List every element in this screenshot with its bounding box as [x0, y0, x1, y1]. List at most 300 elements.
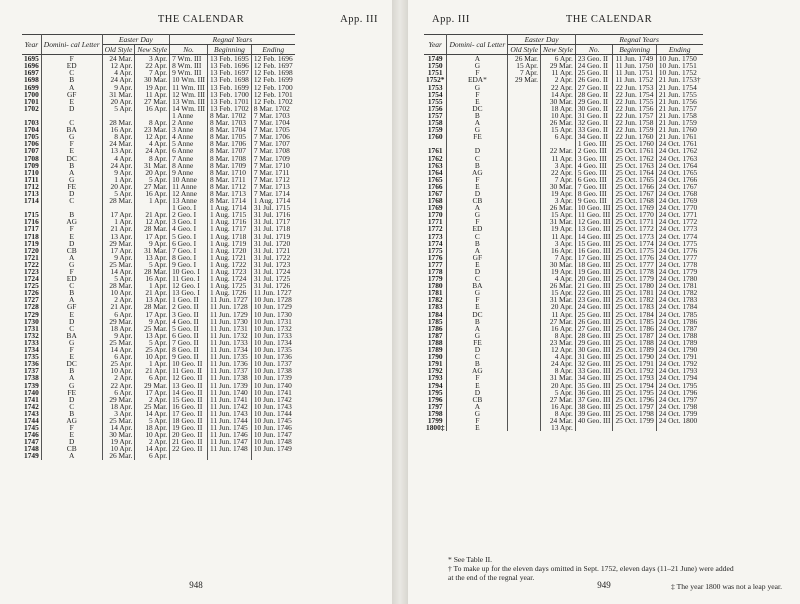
cell-new-style: 11 Apr. [541, 311, 576, 318]
cell-year: 1780 [424, 282, 447, 289]
cell-dominical-letter: D [447, 268, 508, 275]
cell-ending: 7 Mar. 1705 [253, 125, 290, 135]
cell-regnal-no: 8 Geo. III [575, 190, 613, 197]
cell-ending: 7 Mar. 1708 [253, 146, 290, 156]
col-old-style: Old Style [508, 45, 541, 55]
cell-dominical-letter: DC [41, 155, 102, 162]
cell-old-style [508, 84, 541, 91]
cell-regnal-no: 6 Geo. II [170, 332, 208, 339]
cell-year: 1751 [424, 69, 447, 76]
cell-old-style [508, 424, 541, 431]
cell-regnal-no: 17 Geo. III [575, 254, 613, 261]
cell-new-style: 24 Mar. [541, 417, 576, 424]
cell-ending: 24 Oct. 1788 [658, 330, 698, 340]
cell-beginning: 25 Oct. 1760 [613, 140, 656, 147]
cell-beginning: 8 Mar. 1704 [208, 126, 252, 133]
cell-beginning: 8 Mar. 1706 [208, 140, 252, 147]
cell-ending: 24 Oct. 1771 [658, 210, 698, 220]
cell-ending: 10 Jun. 1742 [253, 394, 292, 404]
cell-beginning: 25 Oct. 1769 [613, 204, 656, 211]
cell-beginning: 11 Jun. 1731 [208, 325, 252, 332]
cell-beginning: 25 Oct. 1798 [613, 410, 656, 417]
cell-beginning: 8 Mar. 1710 [208, 169, 252, 176]
cell-old-style [508, 382, 541, 389]
cell-year: 1747 [22, 438, 41, 445]
cell-old-style [508, 155, 541, 162]
cell-regnal-no: 9 Wm. III [170, 69, 208, 76]
cell-regnal-no: 6 Anne [170, 147, 208, 154]
cell-ending: 24 Oct. 1791 [658, 352, 698, 362]
cell-new-style: 2 Apr. [541, 76, 576, 83]
cell-dominical-letter: C [447, 155, 508, 162]
cell-regnal-no: 4 Anne [170, 133, 208, 140]
cell-year: 1793 [424, 374, 447, 381]
cell-new-style: 3 Apr. [541, 162, 576, 169]
cell-year: 1787 [424, 332, 447, 339]
cell-ending: 10 Jun. 1743 [253, 401, 292, 411]
cell-beginning: 11 Jun. 1744 [208, 417, 252, 424]
col-regnal-years: Regnal Years [575, 35, 702, 45]
cell-old-style [508, 162, 541, 169]
cell-dominical-letter: A [447, 204, 508, 211]
cell-beginning: 25 Oct. 1777 [613, 261, 656, 268]
cell-regnal-no: 14 Geo. III [575, 233, 613, 240]
cell-regnal-no: 4 Geo. II [170, 318, 208, 325]
cell-regnal-no: 18 Geo. II [170, 417, 208, 424]
cell-ending: 31 Jul. 1721 [253, 245, 291, 255]
cell-new-style: 26 Mar. [541, 119, 576, 126]
cell-old-style: 17 Apr. [102, 247, 135, 254]
cell-new-style: 17 Apr. [135, 389, 170, 396]
cell-regnal-no: 2 Geo. II [170, 303, 208, 310]
cell-new-style: 20 Apr. [135, 169, 170, 176]
cell-old-style [508, 218, 541, 225]
cell-dominical-letter: G [447, 289, 508, 296]
col-year: Year [22, 35, 41, 55]
cell-year: 1775 [424, 247, 447, 254]
cell-old-style: 2 Apr. [102, 296, 135, 303]
cell-year: 1757 [424, 112, 447, 119]
cell-beginning: 8 Mar. 1707 [208, 147, 252, 154]
cell-year: 1724 [22, 275, 41, 282]
col-easter-day: Easter Day [102, 35, 170, 45]
cell-old-style: 24 Apr. [102, 162, 135, 169]
cell-regnal-no: 28 Geo. III [575, 332, 613, 339]
right-header-appendix: App. III [432, 14, 470, 25]
cell-year: 1764 [424, 169, 447, 176]
cell-old-style: 18 Apr. [102, 325, 135, 332]
cell-new-style: 13 Apr. [541, 424, 576, 431]
cell-new-style: 27 Mar. [541, 318, 576, 325]
cell-regnal-no: 13 Geo. I [170, 289, 208, 296]
cell-regnal-no: 33 Geo. III [575, 367, 613, 374]
cell-new-style: 5 Apr. [135, 176, 170, 183]
cell-ending: 7 Mar. 1709 [253, 153, 290, 163]
cell-regnal-no: 37 Geo. III [575, 396, 613, 403]
cell-dominical-letter: ED [41, 62, 102, 69]
cell-regnal-no: 16 Geo. III [575, 247, 613, 254]
cell-ending: 7 Mar. 1703 [253, 110, 290, 120]
cell-dominical-letter: G [41, 261, 102, 268]
cell-old-style [508, 346, 541, 353]
cell-year: 1768 [424, 197, 447, 204]
cell-beginning: 11 Jun. 1737 [208, 367, 252, 374]
cell-year: 1708 [22, 155, 41, 162]
cell-dominical-letter: G [41, 176, 102, 183]
cell-new-style: 19 Apr. [541, 225, 576, 232]
cell-new-style: 19 Apr. [541, 190, 576, 197]
cell-ending: 10 Jun. 1740 [253, 380, 292, 390]
cell-ending: 24 Oct. 1789 [658, 337, 698, 347]
cell-year: 1698 [22, 76, 41, 83]
cell-regnal-no: 20 Geo. II [170, 431, 208, 438]
cell-regnal-no: 11 Geo. II [170, 367, 208, 374]
cell-new-style: 16 Apr. [135, 275, 170, 282]
cell-year: 1704 [22, 126, 41, 133]
cell-year: 1699 [22, 84, 41, 91]
cell-new-style: 10 Apr. [135, 353, 170, 360]
cell-ending: 31 Jul. 1723 [253, 259, 291, 269]
col-ending: Ending [251, 45, 294, 55]
cell-ending: 10 Jun. 1749 [253, 444, 292, 454]
cell-ending: 21 Jun. 1757 [658, 103, 697, 113]
cell-ending: 7 Mar. 1711 [253, 167, 290, 177]
cell-regnal-no: 14 Geo. II [170, 389, 208, 396]
cell-old-style: 10 Apr. [102, 289, 135, 296]
cell-new-style: 2 Apr. [135, 438, 170, 445]
cell-old-style [508, 225, 541, 232]
cell-beginning: 11 Jun. 1750 [613, 62, 656, 69]
book-gutter [392, 0, 408, 604]
cell-beginning: 13 Feb. 1701 [208, 98, 252, 105]
cell-dominical-letter: D [447, 147, 508, 154]
cell-dominical-letter: G [447, 62, 508, 69]
cell-beginning: 8 Mar. 1702 [208, 112, 252, 119]
cell-year: 1727 [22, 296, 41, 303]
cell-old-style [508, 133, 541, 140]
cell-year: 1701 [22, 98, 41, 105]
cell-regnal-no: 29 Geo. III [575, 339, 613, 346]
cell-ending: 12 Feb. 1696 [253, 54, 293, 64]
cell-old-style: 20 Apr. [102, 183, 135, 190]
cell-beginning: 11 Jun. 1749 [613, 55, 656, 63]
cell-regnal-no: 21 Geo. III [575, 282, 613, 289]
cell-dominical-letter: G [41, 339, 102, 346]
cell-dominical-letter: CB [447, 396, 508, 403]
cell-new-style: 11 Apr. [541, 155, 576, 162]
cell-regnal-no: 26 Geo. III [575, 318, 613, 325]
cell-new-style: 15 Apr. [541, 211, 576, 218]
cell-beginning: 25 Oct. 1773 [613, 233, 656, 240]
cell-ending: 24 Oct. 1776 [658, 245, 698, 255]
cell-regnal-no: 28 Geo. II [575, 91, 613, 98]
cell-dominical-letter: E [41, 147, 102, 154]
footnote-eleven-days: † To make up for the eleven days omitted in Sept. 1752, eleven days (11–21 June) were added [448, 564, 734, 573]
cell-year: 1767 [424, 190, 447, 197]
cell-regnal-no: 3 Geo. III [575, 155, 613, 162]
cell-new-style: 14 Apr. [135, 410, 170, 417]
cell-new-style: 11 Apr. [541, 233, 576, 240]
cell-ending: 24 Oct. 1799 [658, 408, 698, 418]
cell-dominical-letter: BA [447, 282, 508, 289]
cell-ending: 21 Jun. 1756 [658, 96, 697, 106]
cell-ending: 10 Jun. 1748 [253, 437, 292, 447]
cell-beginning: 25 Oct. 1767 [613, 190, 656, 197]
cell-year: 1696 [22, 62, 41, 69]
cell-year: 1769 [424, 204, 447, 211]
cell-dominical-letter: ED [447, 225, 508, 232]
cell-beginning: 11 Jun. 1741 [208, 396, 252, 403]
cell-old-style: 20 Apr. [102, 98, 135, 105]
cell-beginning: 25 Oct. 1791 [613, 360, 656, 367]
cell-year: 1771 [424, 218, 447, 225]
cell-ending: 7 Mar. 1710 [253, 160, 290, 170]
cell-old-style [508, 98, 541, 105]
cell-dominical-letter: E [41, 233, 102, 240]
cell-old-style [508, 119, 541, 126]
cell-ending: 12 Feb. 1700 [253, 82, 293, 92]
cell-regnal-no: 30 Geo. III [575, 346, 613, 353]
cell-regnal-no: 22 Geo. II [170, 445, 208, 452]
cell-regnal-no: 21 Geo. II [170, 438, 208, 445]
cell-year: 1748 [22, 445, 41, 452]
cell-old-style: 9 Apr. [102, 169, 135, 176]
cell-dominical-letter: B [447, 360, 508, 367]
cell-old-style [508, 296, 541, 303]
cell-regnal-no: 19 Geo. II [170, 424, 208, 431]
cell-dominical-letter: C [41, 282, 102, 289]
cell-old-style: 25 Apr. [102, 360, 135, 367]
cell-dominical-letter: FE [447, 339, 508, 346]
cell-regnal-no: 32 Geo. III [575, 360, 613, 367]
cell-year: 1719 [22, 240, 41, 247]
cell-beginning: 25 Oct. 1776 [613, 254, 656, 261]
cell-dominical-letter: EDA* [447, 76, 508, 83]
cell-old-style [508, 261, 541, 268]
cell-ending: 31 Jul. 1726 [253, 281, 291, 291]
cell-year: 1749 [22, 452, 41, 459]
cell-beginning: 25 Oct. 1787 [613, 332, 656, 339]
cell-beginning: 25 Oct. 1796 [613, 396, 656, 403]
cell-beginning: 1 Aug. 1716 [208, 218, 252, 225]
left-table-body [22, 55, 295, 460]
cell-regnal-no: 39 Geo. III [575, 410, 613, 417]
cell-old-style: 19 Apr. [102, 438, 135, 445]
cell-regnal-no: 10 Geo. I [170, 268, 208, 275]
cell-ending: 31 Jul. 1720 [253, 238, 291, 248]
cell-new-style: 31 Mar. [541, 218, 576, 225]
cell-beginning: 25 Oct. 1781 [613, 289, 656, 296]
cell-beginning: 25 Oct. 1793 [613, 374, 656, 381]
cell-year: 1726 [22, 289, 41, 296]
cell-year: 1706 [22, 140, 41, 147]
cell-new-style: 31 Mar. [135, 162, 170, 169]
cell-year: 1728 [22, 303, 41, 310]
cell-beginning: 25 Oct. 1765 [613, 176, 656, 183]
cell-year: 1734 [22, 346, 41, 353]
cell-year: 1774 [424, 240, 447, 247]
cell-regnal-no: 2 Geo. III [575, 147, 613, 154]
cell-new-style: 12 Apr. [135, 218, 170, 225]
cell-year: 1705 [22, 133, 41, 140]
cell-regnal-no: 1 Anne [170, 112, 208, 119]
cell-year: 1732 [22, 332, 41, 339]
cell-new-style: 7 Apr. [541, 176, 576, 183]
cell-dominical-letter: C [41, 69, 102, 76]
cell-old-style [508, 289, 541, 296]
cell-new-style: 1 Apr. [135, 197, 170, 204]
cell-dominical-letter: A [41, 452, 102, 459]
cell-year: 1714 [22, 197, 41, 204]
cell-dominical-letter: A [41, 296, 102, 303]
col-new-style: New Style [541, 45, 576, 55]
cell-old-style: 29 Mar. [102, 318, 135, 325]
cell-old-style: 26 Mar. [102, 452, 135, 459]
cell-year: 1731 [22, 325, 41, 332]
cell-regnal-no: 10 Geo. II [170, 360, 208, 367]
cell-old-style [508, 91, 541, 98]
cell-new-style: 24 Apr. [541, 360, 576, 367]
cell-regnal-no: 10 Wm. III [170, 76, 208, 83]
table-row [424, 424, 703, 431]
cell-new-style: 19 Apr. [541, 268, 576, 275]
cell-new-style: 16 Apr. [541, 403, 576, 410]
cell-beginning: 1 Aug. 1723 [208, 268, 252, 275]
cell-year: 1722 [22, 261, 41, 268]
cell-old-style: 5 Apr. [102, 190, 135, 197]
cell-dominical-letter: F [41, 55, 102, 63]
cell-dominical-letter: D [41, 396, 102, 403]
cell-beginning: 11 Jun. 1739 [208, 382, 252, 389]
cell-year: 1711 [22, 176, 41, 183]
cell-regnal-no: 8 Geo. I [170, 254, 208, 261]
cell-ending: 1 Aug. 1714 [253, 196, 291, 206]
cell-dominical-letter: F [447, 417, 508, 424]
cell-regnal-no: 10 Geo. III [575, 204, 613, 211]
cell-beginning: 8 Mar. 1708 [208, 155, 252, 162]
cell-regnal-no: 1 Geo. I [170, 204, 208, 211]
cell-regnal-no: 5 Geo. III [575, 169, 613, 176]
cell-year: 1760 [424, 133, 447, 140]
left-calendar-table [22, 34, 295, 460]
col-year: Year [424, 35, 447, 55]
cell-beginning: 8 Mar. 1711 [208, 176, 252, 183]
cell-year: 1720 [22, 247, 41, 254]
cell-beginning: 25 Oct. 1786 [613, 325, 656, 332]
col-old-style: Old Style [102, 45, 135, 55]
left-header-appendix: App. III [340, 14, 378, 25]
footnote-eleven-days-cont: at the end of the regnal year. [448, 573, 535, 582]
cell-year: 1799 [424, 417, 447, 424]
cell-year: 1740 [22, 389, 41, 396]
cell-regnal-no: 23 Geo. II [575, 55, 613, 63]
cell-beginning: 25 Oct. 1761 [613, 147, 656, 154]
cell-ending: 10 Jun. 1730 [253, 309, 292, 319]
cell-beginning: 11 Jun. 1734 [208, 346, 252, 353]
cell-regnal-no: 26 Geo. II [575, 76, 613, 83]
cell-new-style: 20 Apr. [541, 382, 576, 389]
cell-new-style: 16 Apr. [135, 105, 170, 112]
cell-old-style: 28 Mar. [102, 282, 135, 289]
cell-dominical-letter: E [447, 261, 508, 268]
cell-ending: 24 Oct. 1765 [658, 167, 698, 177]
cell-year: 1741 [22, 396, 41, 403]
cell-new-style: 16 Apr. [135, 190, 170, 197]
cell-year: 1742 [22, 403, 41, 410]
cell-dominical-letter: GF [41, 91, 102, 98]
col-new-style: New Style [135, 45, 170, 55]
cell-ending: 8 Mar. 1702 [253, 103, 290, 113]
cell-regnal-no: 11 Geo. I [170, 275, 208, 282]
cell-old-style [508, 169, 541, 176]
cell-dominical-letter: FE [41, 389, 102, 396]
cell-new-style: 8 Apr. [541, 367, 576, 374]
cell-beginning: 25 Oct. 1764 [613, 169, 656, 176]
cell-regnal-no: 3 Geo. II [170, 311, 208, 318]
cell-dominical-letter: E [447, 98, 508, 105]
cell-beginning: 22 Jun. 1757 [613, 112, 656, 119]
cell-dominical-letter: E [41, 431, 102, 438]
cell-old-style: 22 Apr. [102, 382, 135, 389]
cell-old-style [508, 374, 541, 381]
cell-year: 1785 [424, 318, 447, 325]
cell-ending: 31 Jul. 1716 [253, 210, 291, 220]
cell-year: 1743 [22, 410, 41, 417]
cell-dominical-letter: A [447, 119, 508, 126]
cell-new-style: 29 Mar. [541, 62, 576, 69]
cell-new-style: 9 Apr. [135, 318, 170, 325]
cell-dominical-letter: B [41, 76, 102, 83]
cell-new-style: 28 Mar. [135, 225, 170, 232]
cell-new-style: 30 Mar. [541, 261, 576, 268]
cell-dominical-letter: G [447, 84, 508, 91]
cell-old-style: 24 Apr. [102, 76, 135, 83]
cell-old-style: 25 Mar. [102, 339, 135, 346]
cell-dominical-letter: E [447, 382, 508, 389]
cell-ending: 7 Mar. 1706 [253, 132, 290, 142]
cell-ending: 21 Jun. 1761 [658, 132, 697, 142]
cell-year: 1792 [424, 367, 447, 374]
cell-year: 1783 [424, 303, 447, 310]
cell-new-style: 14 Apr. [541, 91, 576, 98]
cell-regnal-no: 34 Geo. II [575, 133, 613, 140]
cell-beginning: 25 Oct. 1778 [613, 268, 656, 275]
cell-old-style: 6 Apr. [102, 353, 135, 360]
cell-year: 1754 [424, 91, 447, 98]
cell-regnal-no: 24 Geo. II [575, 62, 613, 69]
footnote-see-table: * See Table II. [448, 555, 493, 564]
cell-new-style: 16 Apr. [541, 247, 576, 254]
cell-regnal-no: 14 Wm. III [170, 105, 208, 112]
cell-old-style: 14 Apr. [102, 268, 135, 275]
cell-new-style: 14 Apr. [135, 445, 170, 452]
cell-beginning: 1 Aug. 1724 [208, 275, 252, 282]
cell-old-style [508, 183, 541, 190]
cell-regnal-no: 9 Geo. III [575, 197, 613, 204]
cell-ending: 11 Jun. 1727 [253, 288, 292, 298]
cell-old-style: 5 Apr. [102, 105, 135, 112]
cell-dominical-letter: A [447, 55, 508, 63]
col-regnal-no: No. [575, 45, 613, 55]
cell-beginning: 25 Oct. 1774 [613, 240, 656, 247]
cell-old-style: 29 Mar. [102, 396, 135, 403]
cell-regnal-no: 8 Wm. III [170, 62, 208, 69]
cell-new-style: 20 Apr. [541, 303, 576, 310]
cell-regnal-no: 1 Geo. III [575, 140, 613, 147]
cell-regnal-no: 12 Wm. III [170, 91, 208, 98]
cell-old-style: 21 Apr. [102, 303, 135, 310]
cell-new-style: 12 Apr. [135, 133, 170, 140]
